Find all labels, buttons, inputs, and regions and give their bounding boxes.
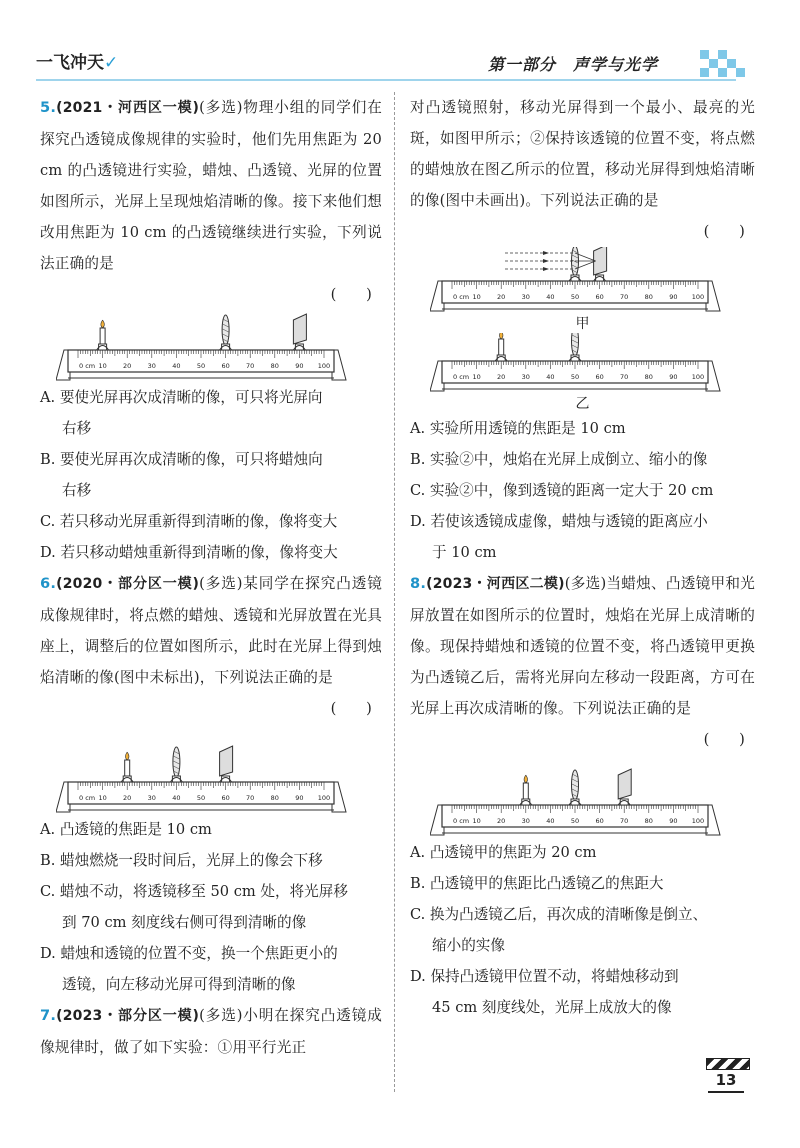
option-a[interactable]: A. 实验所用透镜的焦距是 10 cm bbox=[410, 420, 626, 437]
header-pattern bbox=[700, 50, 744, 78]
scale-label: 60 bbox=[595, 373, 604, 381]
scale-label: 100 bbox=[317, 794, 331, 802]
scale-label: 80 bbox=[644, 373, 653, 381]
answer-parens: ( ) bbox=[703, 223, 745, 240]
scale-label: 10 bbox=[472, 293, 481, 301]
light-screen bbox=[220, 746, 233, 776]
candle-flame bbox=[101, 320, 105, 328]
option-c[interactable]: C. 蜡烛不动，将透镜移至 50 cm 处，将光屏移 到 70 cm 刻度线右侧可得到清晰的像 bbox=[40, 883, 348, 931]
q8-bench-figure bbox=[430, 755, 730, 837]
scale-label: 50 bbox=[570, 293, 580, 301]
question-6 bbox=[40, 568, 382, 724]
scale-label: 90 bbox=[669, 373, 678, 381]
scale-label: 50 bbox=[196, 794, 206, 802]
scale-label-0: 0 cm bbox=[453, 373, 470, 381]
option-d[interactable]: D. 保持凸透镜甲位置不动，将蜡烛移动到 45 cm 刻度线处，光屏上成放大的像 bbox=[410, 968, 679, 1016]
scale-label: 40 bbox=[546, 817, 555, 825]
scale-label: 20 bbox=[497, 817, 506, 825]
scale-label: 60 bbox=[221, 794, 230, 802]
scale-label: 50 bbox=[196, 362, 206, 370]
q6-bench-figure bbox=[56, 724, 356, 814]
option-a[interactable]: A. 凸透镜的焦距是 10 cm bbox=[40, 821, 212, 838]
scale-label: 30 bbox=[147, 794, 156, 802]
scale-label: 10 bbox=[472, 373, 481, 381]
brand-text: 一飞冲天 bbox=[36, 53, 104, 73]
question-7-cont bbox=[410, 92, 755, 247]
answer-parens: ( ) bbox=[330, 286, 372, 303]
scale-label: 20 bbox=[497, 373, 506, 381]
candle bbox=[100, 328, 105, 344]
scale-label: 60 bbox=[595, 817, 604, 825]
scale-label: 20 bbox=[497, 293, 506, 301]
scale-label: 80 bbox=[270, 794, 279, 802]
option-a[interactable]: A. 要使光屏再次成清晰的像，可只将光屏向 右移 bbox=[40, 389, 323, 437]
q7-fig-a bbox=[430, 247, 730, 313]
scale-label: 40 bbox=[172, 362, 181, 370]
option-d[interactable]: D. 蜡烛和透镜的位置不变，换一个焦距更小的 透镜，向左移动光屏可得到清晰的像 bbox=[40, 945, 338, 993]
scale-label: 70 bbox=[620, 817, 629, 825]
scale-label-0: 0 cm bbox=[79, 794, 96, 802]
scale-label: 100 bbox=[691, 293, 705, 301]
q7-options bbox=[410, 413, 755, 568]
scale-label-0: 0 cm bbox=[453, 817, 470, 825]
scale-label: 90 bbox=[669, 817, 678, 825]
candle bbox=[125, 760, 130, 776]
light-screen bbox=[293, 314, 306, 344]
scale-label: 20 bbox=[123, 362, 132, 370]
scale-label: 100 bbox=[691, 817, 705, 825]
right-column bbox=[410, 92, 755, 1023]
question-text: (多选)当蜡烛、凸透镜甲和光屏放置在如图所示的位置时，烛焰在光屏上成清晰的像。现保持蜡烛和透镜的位置不变，将凸透镜甲更换为凸透镜乙后，需将光屏向左移动一段距离，方可在光屏上再次成清晰的像。下列说法正确的是 bbox=[410, 575, 755, 717]
scale-label: 30 bbox=[147, 362, 156, 370]
scale-label: 30 bbox=[521, 817, 530, 825]
column-divider bbox=[394, 92, 395, 1092]
answer-parens: ( ) bbox=[330, 700, 372, 717]
question-source: (2021・河西区一模) bbox=[56, 100, 200, 116]
scale-label: 10 bbox=[98, 794, 107, 802]
question-text: (多选)物理小组的同学们在探究凸透镜成像规律的实验时，他们先用焦距为 20 cm 的凸透镜进行实验，蜡烛、凸透镜、光屏的位置如图所示，光屏上呈现烛焰清晰的像。接下来他们想改用焦距为 10 cm 的凸透镜继续进行实验，下列说法正确的是 bbox=[40, 99, 382, 272]
candle bbox=[523, 783, 528, 799]
scale-label: 80 bbox=[644, 293, 653, 301]
question-text: (多选)小明在探究凸透镜成像规律时，做了如下实验：①用平行光正 bbox=[40, 1007, 382, 1056]
answer-parens: ( ) bbox=[703, 731, 745, 748]
section-title: 第一部分 声学与光学 bbox=[488, 55, 659, 74]
scale-label: 20 bbox=[123, 794, 132, 802]
scale-label-0: 0 cm bbox=[453, 293, 470, 301]
scale-label: 50 bbox=[570, 373, 580, 381]
page-number: 13 bbox=[708, 1063, 744, 1093]
option-a[interactable]: A. 凸透镜甲的焦距为 20 cm bbox=[410, 844, 597, 861]
candle-flame bbox=[524, 775, 528, 783]
scale-label: 70 bbox=[620, 293, 629, 301]
scale-label: 60 bbox=[221, 362, 230, 370]
scale-label: 90 bbox=[669, 293, 678, 301]
question-number: 8. bbox=[410, 575, 427, 592]
question-number: 7. bbox=[40, 1007, 57, 1024]
scale-label: 70 bbox=[246, 362, 255, 370]
q6-options bbox=[40, 814, 382, 1000]
scale-label: 100 bbox=[691, 373, 705, 381]
scale-label: 10 bbox=[472, 817, 481, 825]
q8-options bbox=[410, 837, 755, 1023]
option-c[interactable]: C. 实验②中，像到透镜的距离一定大于 20 cm bbox=[410, 482, 714, 499]
scale-label: 70 bbox=[620, 373, 629, 381]
scale-label-0: 0 cm bbox=[79, 362, 96, 370]
candle bbox=[499, 339, 504, 355]
brand-logo bbox=[36, 48, 118, 73]
scale-label: 100 bbox=[317, 362, 331, 370]
scale-label: 60 bbox=[595, 293, 604, 301]
header-rule bbox=[36, 79, 736, 81]
scale-label: 40 bbox=[546, 293, 555, 301]
scale-label: 70 bbox=[246, 794, 255, 802]
option-b[interactable]: B. 要使光屏再次成清晰的像，可只将蜡烛向 右移 bbox=[40, 451, 323, 499]
question-text: 对凸透镜照射，移动光屏得到一个最小、最亮的光斑，如图甲所示；②保持该透镜的位置不变，将点燃的蜡烛放在图乙所示的位置，移动光屏得到烛焰清晰的像(图中未画出)。下列说法正确的是 bbox=[410, 99, 755, 209]
scale-label: 80 bbox=[644, 817, 653, 825]
q5-options bbox=[40, 382, 382, 568]
question-5 bbox=[40, 92, 382, 310]
option-d[interactable]: D. 若使该透镜成虚像，蜡烛与透镜的距离应小 于 10 cm bbox=[410, 513, 708, 561]
fig-label-b: 乙 bbox=[575, 396, 590, 412]
ray-arrow bbox=[543, 259, 549, 263]
scale-label: 80 bbox=[270, 362, 279, 370]
option-b[interactable]: B. 蜡烛燃烧一段时间后，光屏上的像会下移 bbox=[40, 852, 323, 869]
fig-label-a: 甲 bbox=[575, 316, 590, 332]
ray-arrow bbox=[543, 251, 549, 255]
option-b[interactable]: B. 实验②中，烛焰在光屏上成倒立、缩小的像 bbox=[410, 451, 708, 468]
question-number: 6. bbox=[40, 575, 57, 592]
scale-label: 30 bbox=[521, 293, 530, 301]
swoosh-icon: ✓ bbox=[104, 53, 119, 73]
scale-label: 40 bbox=[546, 373, 555, 381]
scale-label: 90 bbox=[295, 794, 304, 802]
question-8 bbox=[410, 568, 755, 755]
ray-arrow bbox=[543, 267, 549, 271]
option-b[interactable]: B. 凸透镜甲的焦距比凸透镜乙的焦距大 bbox=[410, 875, 664, 892]
left-column bbox=[40, 92, 382, 1063]
candle-flame bbox=[499, 333, 503, 339]
option-d[interactable]: D. 若只移动蜡烛重新得到清晰的像，像将变大 bbox=[40, 544, 338, 561]
scale-label: 10 bbox=[98, 362, 107, 370]
option-c[interactable]: C. 若只移动光屏重新得到清晰的像，像将变大 bbox=[40, 513, 338, 530]
question-text: (多选)某同学在探究凸透镜成像规律时，将点燃的蜡烛、透镜和光屏放置在光具座上，调整后的位置如图所示，此时在光屏上得到烛焰清晰的像(图中未标出)，下列说法正确的是 bbox=[40, 575, 382, 686]
scale-label: 50 bbox=[570, 817, 580, 825]
scale-label: 30 bbox=[521, 373, 530, 381]
scale-label: 90 bbox=[295, 362, 304, 370]
question-7 bbox=[40, 1000, 382, 1063]
scale-label: 40 bbox=[172, 794, 181, 802]
candle-flame bbox=[125, 752, 129, 760]
question-source: (2023・河西区二模) bbox=[426, 576, 565, 592]
light-screen bbox=[618, 769, 631, 799]
question-number: 5. bbox=[40, 99, 57, 116]
q7-fig-b bbox=[430, 333, 730, 393]
option-c[interactable]: C. 换为凸透镜乙后，再次成的清晰像是倒立、 缩小的实像 bbox=[410, 906, 708, 954]
question-source: (2020・部分区一模) bbox=[56, 576, 200, 592]
question-source: (2023・部分区一模) bbox=[56, 1008, 200, 1024]
q5-bench-figure bbox=[56, 310, 356, 382]
